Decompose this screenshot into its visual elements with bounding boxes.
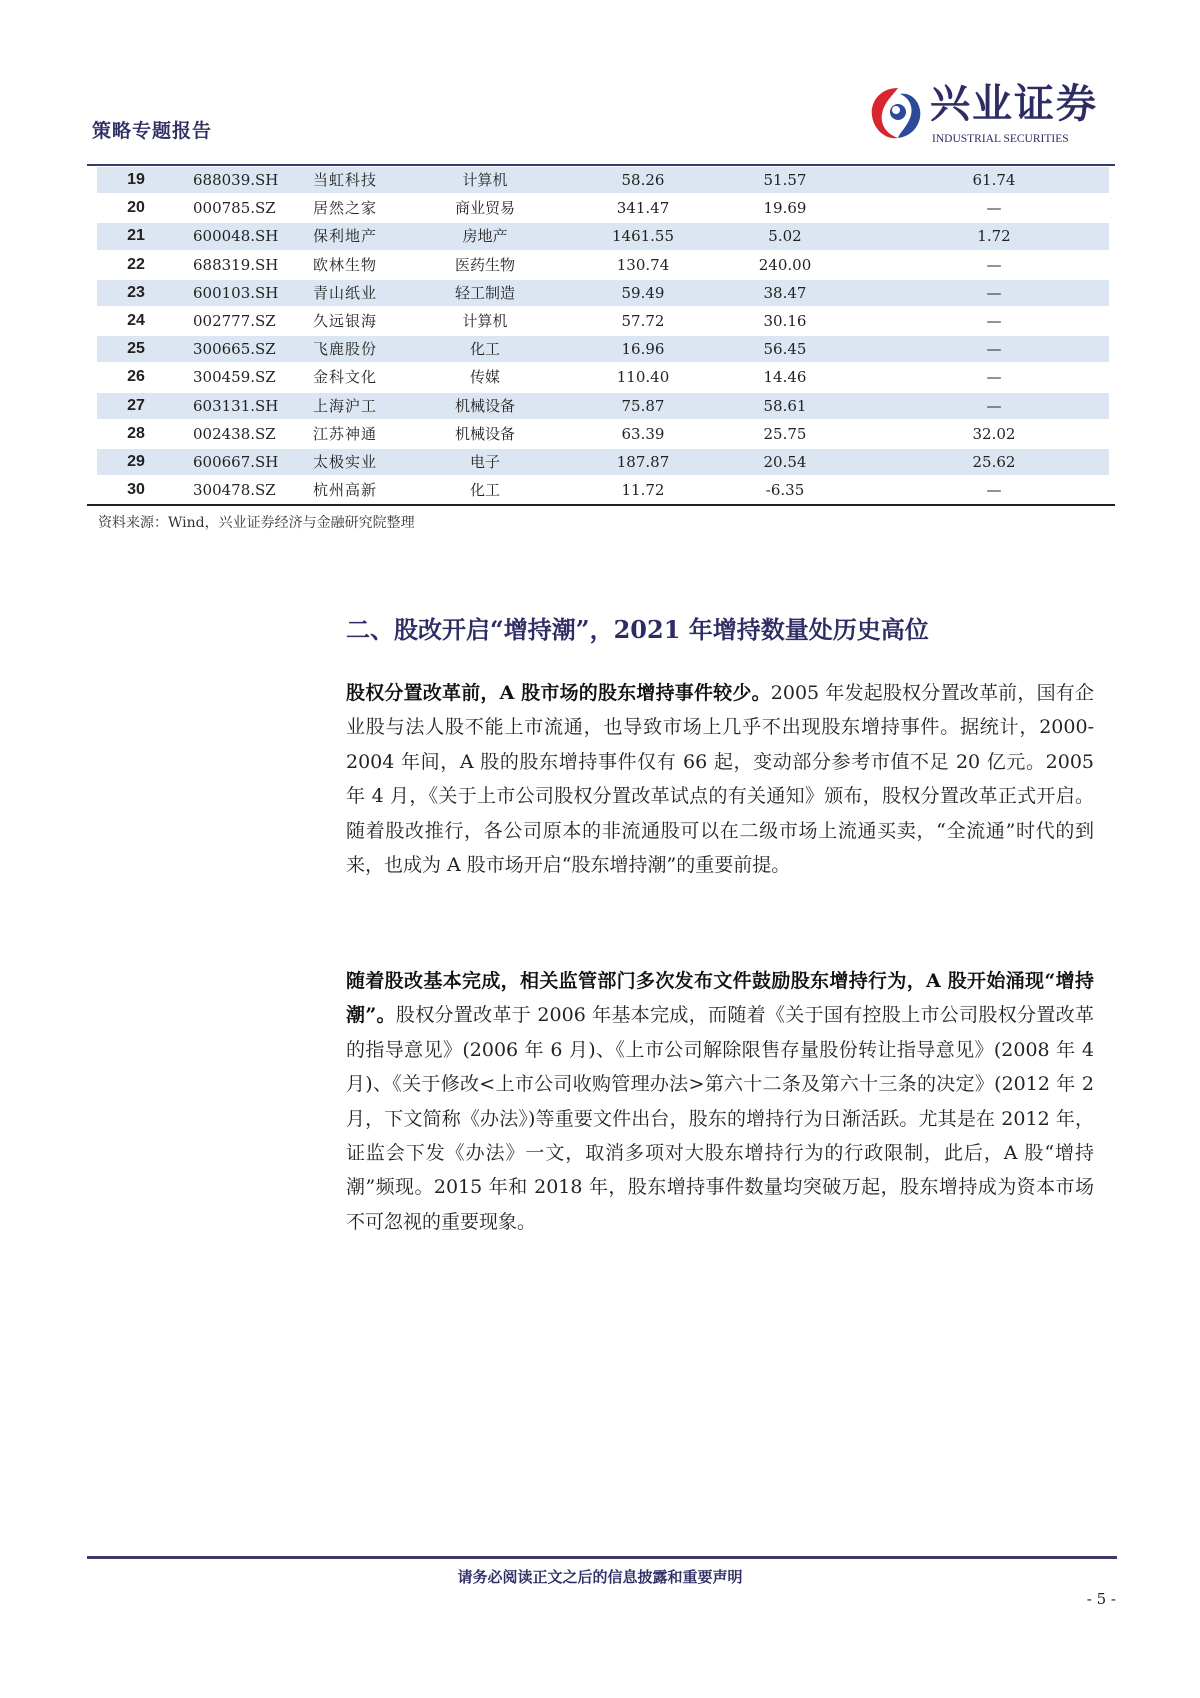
- cell-code: 688319.SH: [193, 255, 279, 274]
- table-row: [87, 335, 1115, 363]
- cell-rank: 20: [127, 199, 145, 217]
- cell-code: 300478.SZ: [193, 481, 276, 500]
- cell-rank: 25: [127, 340, 145, 358]
- cell-value-a: 187.87: [616, 452, 670, 471]
- table-row: [87, 166, 1115, 194]
- cell-value-a: 11.72: [621, 481, 665, 500]
- table-row: [87, 476, 1115, 504]
- cell-industry: 轻工制造: [454, 283, 515, 302]
- cell-value-a: 130.74: [616, 255, 670, 274]
- cell-rank: 23: [127, 283, 145, 301]
- cell-value-a: 75.87: [621, 396, 665, 415]
- cell-value-a: 110.40: [616, 368, 670, 387]
- cell-name: 青山纸业: [313, 283, 378, 302]
- table-source-note: 资料来源：Wind，兴业证券经济与金融研究院整理: [98, 515, 415, 531]
- company-logo: [868, 82, 1118, 150]
- cell-rank: 28: [127, 424, 145, 442]
- cell-value-c: —: [986, 368, 1002, 387]
- cell-value-c: —: [986, 199, 1002, 218]
- cell-value-c: 1.72: [977, 227, 1011, 246]
- footer-divider: [87, 1556, 1117, 1559]
- cell-value-b: 20.54: [763, 452, 807, 471]
- section-heading: 二、股改开启“增持潮”，2021 年增持数量处历史高位: [346, 615, 929, 644]
- cell-rank: 30: [127, 481, 145, 499]
- cell-value-c: —: [986, 311, 1002, 330]
- report-type-title: 策略专题报告: [92, 120, 213, 142]
- cell-name: 当虹科技: [313, 171, 378, 189]
- cell-industry: 机械设备: [454, 424, 515, 443]
- cell-industry: 化工: [469, 340, 500, 359]
- footer-disclaimer: 请务必阅读正文之后的信息披露和重要声明: [457, 1568, 743, 1586]
- cell-name: 居然之家: [313, 199, 378, 218]
- cell-value-a: 58.26: [621, 171, 665, 189]
- cell-value-a: 63.39: [621, 424, 665, 443]
- table-row: [87, 307, 1115, 335]
- cell-value-b: -6.35: [765, 481, 805, 500]
- cell-value-b: 30.16: [763, 311, 807, 330]
- cell-rank: 29: [127, 452, 145, 470]
- cell-value-b: 38.47: [763, 283, 807, 302]
- cell-name: 江苏神通: [313, 424, 378, 443]
- table-row: [87, 392, 1115, 420]
- cell-value-b: 58.61: [763, 396, 807, 415]
- cell-value-c: —: [986, 255, 1002, 274]
- paragraph-2-lead: 随着股改基本完成，相关监管部门多次发布文件鼓励股东增持行为，A 股开始涌现“增持潮”。: [346, 970, 1094, 1027]
- cell-name: 久远银海: [313, 311, 378, 330]
- cell-value-a: 57.72: [621, 311, 665, 330]
- cell-industry: 计算机: [462, 171, 508, 189]
- page-number: - 5 -: [1086, 1590, 1116, 1608]
- cell-name: 杭州高新: [313, 481, 378, 500]
- cell-code: 002777.SZ: [193, 311, 276, 330]
- paragraph-1-lead: 股权分置改革前，A 股市场的股东增持事件较少。: [346, 682, 771, 704]
- swirl-logo-icon: [868, 84, 924, 142]
- cell-rank: 19: [127, 171, 145, 188]
- cell-industry: 商业贸易: [454, 199, 515, 218]
- cell-name: 上海沪工: [313, 396, 378, 415]
- cell-value-c: —: [986, 283, 1002, 302]
- cell-name: 保利地产: [313, 227, 378, 246]
- cell-value-a: 341.47: [616, 199, 670, 218]
- cell-value-c: —: [986, 340, 1002, 359]
- cell-name: 金科文化: [313, 368, 378, 387]
- cell-value-c: —: [986, 481, 1002, 500]
- cell-value-c: 25.62: [972, 452, 1016, 471]
- paragraph-1-body: 2005 年发起股权分置改革前，国有企业股与法人股不能上市流通，也导致市场上几乎不出现股东增持事件。据统计，2000-2004 年间，A 股的股东增持事件仅有 66 起，变动部分参考市值不足 20 亿元。2005 年 4 月，《关于上市公司股权分置改革试点的有关通知》颁布，股权分置改革正式开启。随着股改推行，各公司原本的非流通股可以在二级市场上流通买卖，“全流通”时代的到来，也成为 A 股市场开启“股东增持潮”的重要前提。: [346, 682, 1094, 877]
- cell-name: 太极实业: [313, 452, 378, 471]
- cell-code: 600103.SH: [193, 283, 279, 302]
- cell-code: 300665.SZ: [193, 340, 276, 359]
- cell-value-b: 240.00: [758, 255, 812, 274]
- cell-rank: 21: [127, 227, 145, 245]
- cell-industry: 化工: [469, 481, 500, 500]
- stock-table: [87, 164, 1115, 506]
- cell-code: 300459.SZ: [193, 368, 276, 387]
- cell-rank: 26: [127, 368, 145, 386]
- cell-industry: 传媒: [469, 368, 500, 387]
- cell-value-c: 32.02: [972, 424, 1016, 443]
- paragraph-2: [346, 964, 1094, 1239]
- cell-value-a: 16.96: [621, 340, 665, 359]
- cell-industry: 机械设备: [454, 396, 515, 415]
- cell-code: 600048.SH: [193, 227, 279, 246]
- table-row: [87, 448, 1115, 476]
- table-row: [87, 363, 1115, 391]
- cell-code: 002438.SZ: [193, 424, 276, 443]
- cell-rank: 22: [127, 255, 145, 273]
- cell-name: 飞鹿股份: [313, 340, 378, 359]
- cell-value-b: 25.75: [763, 424, 807, 443]
- cell-industry: 医药生物: [454, 255, 515, 274]
- table-row: [87, 251, 1115, 279]
- cell-rank: 24: [127, 311, 145, 329]
- cell-value-c: —: [986, 396, 1002, 415]
- cell-value-b: 56.45: [763, 340, 807, 359]
- cell-value-a: 59.49: [621, 283, 665, 302]
- cell-industry: 计算机: [462, 311, 508, 330]
- cell-industry: 电子: [469, 452, 500, 471]
- cell-code: 688039.SH: [193, 171, 279, 189]
- cell-value-b: 14.46: [763, 368, 807, 387]
- cell-value-a: 1461.55: [611, 227, 675, 246]
- cell-value-b: 19.69: [763, 199, 807, 218]
- cell-name: 欧林生物: [313, 255, 378, 274]
- cell-industry: 房地产: [462, 227, 508, 246]
- cell-value-b: 5.02: [768, 227, 802, 246]
- cell-value-b: 51.57: [763, 171, 807, 189]
- table-row: [87, 279, 1115, 307]
- paragraph-2-body: 股权分置改革于 2006 年基本完成，而随着《关于国有控股上市公司股权分置改革的指导意见》(2006 年 6 月)、《上市公司解除限售存量股份转让指导意见》(2008 年 4 月)、《关于修改<上市公司收购管理办法>第六十二条及第六十三条的决定》(2012 年 2 月，下文简称《办法》)等重要文件出台，股东的增持行为日渐活跃。尤其是在 2012 年，证监会下发《办法》一文，取消多项对大股东增持行为的行政限制，此后，A 股“增持潮”频现。2015 年和 2018 年，股东增持事件数量均突破万起，股东增持成为资本市场不可忽视的重要现象。: [346, 1004, 1094, 1233]
- table-row: [87, 420, 1115, 448]
- table-row: [87, 194, 1115, 222]
- logo-english-name: INDUSTRIAL SECURITIES: [932, 133, 1069, 145]
- paragraph-1: [346, 676, 1094, 882]
- cell-value-c: 61.74: [972, 171, 1016, 189]
- table-row: [87, 222, 1115, 250]
- logo-chinese-name: 兴业证券: [930, 81, 1098, 127]
- cell-code: 603131.SH: [193, 396, 279, 415]
- cell-code: 600667.SH: [193, 452, 279, 471]
- cell-code: 000785.SZ: [193, 199, 276, 218]
- cell-rank: 27: [127, 396, 145, 414]
